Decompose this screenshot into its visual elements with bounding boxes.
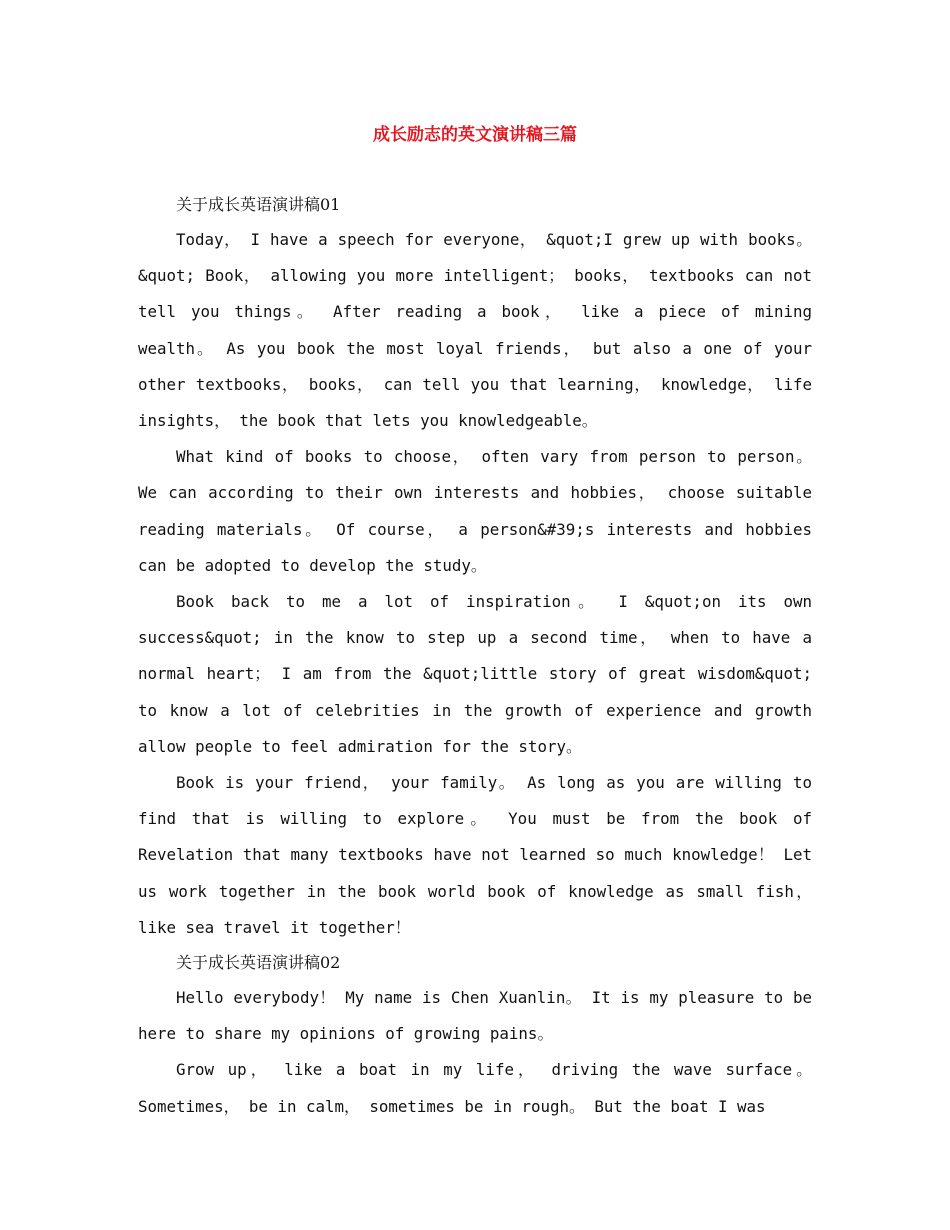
paragraph: Today， I have a speech for everyone， &quot;I grew up with books。&quot; Book， allowing you more intelligent； books， textbooks can not tell you things。 After reading a book， like a piece of mining wealth。 As you book the most loyal friends， but also a one of your other textbooks， books， can tell you that learning， knowledge， life insights， the book that lets you knowledgeable。 (138, 230, 812, 431)
section-heading-01: 关于成长英语演讲稿01 (176, 195, 341, 214)
document-body (138, 188, 812, 1125)
paragraph: Book is your friend， your family。 As long as you are willing to find that is willing to explore。 You must be from the book of Revelation that many textbooks have not learned so much knowledge！ Let us work together in the book world book of knowledge as small fish， like sea travel it together！ (138, 773, 812, 937)
paragraph: What kind of books to choose， often vary from person to person。 We can according to their own interests and hobbies， choose suitable reading materials。 Of course， a person&#39;s interests and hobbies can be adopted to develop the study。 (138, 447, 812, 575)
paragraph: Book back to me a lot of inspiration。 I &quot;on its own success&quot; in the know to step up a second time， when to have a normal heart； I am from the &quot;little story of great wisdom&quot; to know a lot of celebrities in the growth of experience and growth allow people to feel admiration for the story。 (138, 592, 812, 756)
document-title: 成长励志的英文演讲稿三篇 (373, 125, 577, 145)
paragraph: Hello everybody！ My name is Chen Xuanlin。 It is my pleasure to be here to share my opinions of growing pains。 (138, 988, 812, 1044)
paragraph: Grow up， like a boat in my life， driving the wave surface。 Sometimes， be in calm， sometimes be in rough。 But the boat I was (138, 1060, 812, 1116)
section-heading-02: 关于成长英语演讲稿02 (176, 953, 341, 973)
